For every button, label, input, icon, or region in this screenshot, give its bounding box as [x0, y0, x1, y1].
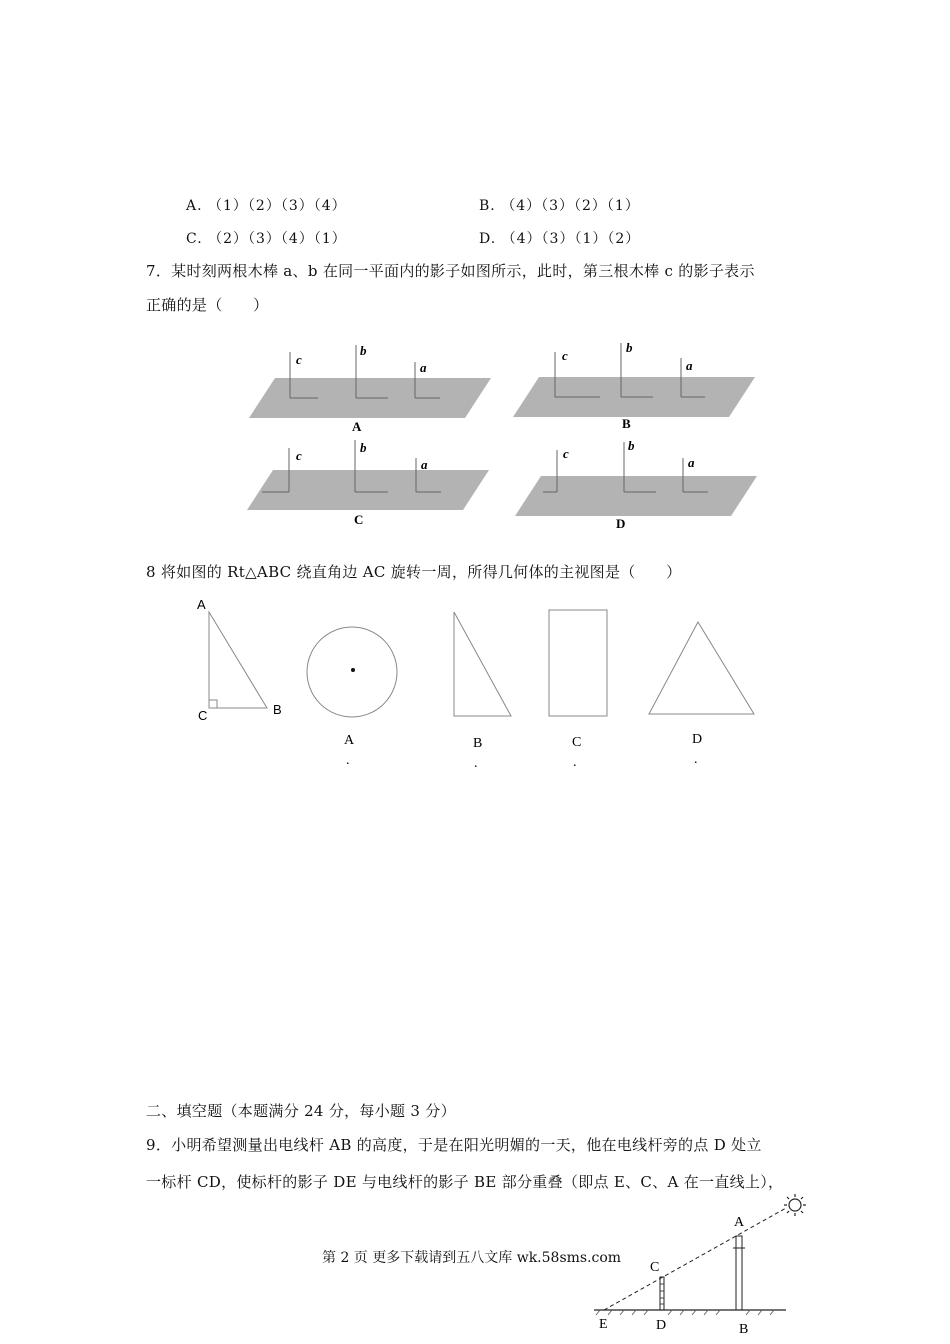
triangle-vertex-c: C [198, 708, 208, 723]
panel-a-stick-a-label: a [420, 360, 427, 375]
point-b-label: B [739, 1322, 749, 1337]
q7-text-line2: 正确的是（ ） [146, 296, 269, 314]
panel-b-label: B [622, 416, 631, 431]
q9-text-line1: 9．小明希望测量出电线杆 AB 的高度，于是在阳光明媚的一天，他在电线杆旁的点 D 处立 [146, 1136, 762, 1154]
point-d-label: D [656, 1318, 667, 1333]
panel-b-stick-b-label: b [626, 340, 633, 355]
panel-a-stick-c-label: c [296, 352, 302, 367]
q6-option-a: A. （1）（2）（3）（4） [186, 198, 347, 214]
section-2-heading: 二、填空题（本题满分 24 分，每小题 3 分） [146, 1102, 456, 1120]
point-c-label: C [650, 1260, 660, 1275]
q8-text: 8 将如图的 Rt△ABC 绕直角边 AC 旋转一周，所得几何体的主视图是（ ） [146, 563, 682, 581]
panel-d-label: D [616, 516, 626, 531]
q6-option-c: C. （2）（3）（4）（1） [186, 231, 347, 247]
q9-text-line2: 一标杆 CD，使标杆的影子 DE 与电线杆的影子 BE 部分重叠（即点 E、C、A 在一直线上）， [146, 1173, 784, 1191]
panel-c-stick-c-label: c [296, 448, 302, 463]
q6-option-d: D. （4）（3）（1）（2） [479, 231, 641, 247]
panel-c-label: C [354, 512, 364, 527]
sun-icon [784, 1194, 806, 1216]
point-a-label: A [734, 1215, 745, 1230]
choice-a-dot: . [346, 753, 350, 768]
panel-d-stick-a-label: a [688, 455, 695, 470]
point-e-label: E [599, 1317, 608, 1332]
panel-c-stick-a-label: a [421, 457, 428, 472]
choice-c-label: C [572, 735, 582, 750]
choice-c-dot: . [573, 755, 577, 770]
panel-d-stick-b-label: b [628, 438, 635, 453]
panel-a-stick-b-label: b [360, 343, 367, 358]
panel-c-stick-b-label: b [360, 440, 367, 455]
page-footer: 第 2 页 更多下载请到五八文库 wk.58sms.com [322, 1250, 622, 1266]
choice-b-label: B [473, 736, 483, 751]
choice-d-label: D [692, 732, 703, 747]
panel-d-stick-c-label: c [563, 446, 569, 461]
triangle-vertex-b: B [273, 702, 282, 717]
choice-d-dot: . [694, 752, 698, 767]
q7-text-line1: 7．某时刻两根木棒 a、b 在同一平面内的影子如图所示，此时，第三根木棒 c 的影子表示 [146, 262, 755, 280]
q6-option-b: B. （4）（3）（2）（1） [479, 198, 640, 214]
panel-a-label: A [352, 419, 362, 434]
panel-b-stick-c-label: c [562, 348, 568, 363]
choice-b-dot: . [474, 756, 478, 771]
triangle-vertex-a: A [197, 597, 206, 612]
panel-b-stick-a-label: a [686, 358, 693, 373]
choice-a-label: A [344, 733, 355, 748]
